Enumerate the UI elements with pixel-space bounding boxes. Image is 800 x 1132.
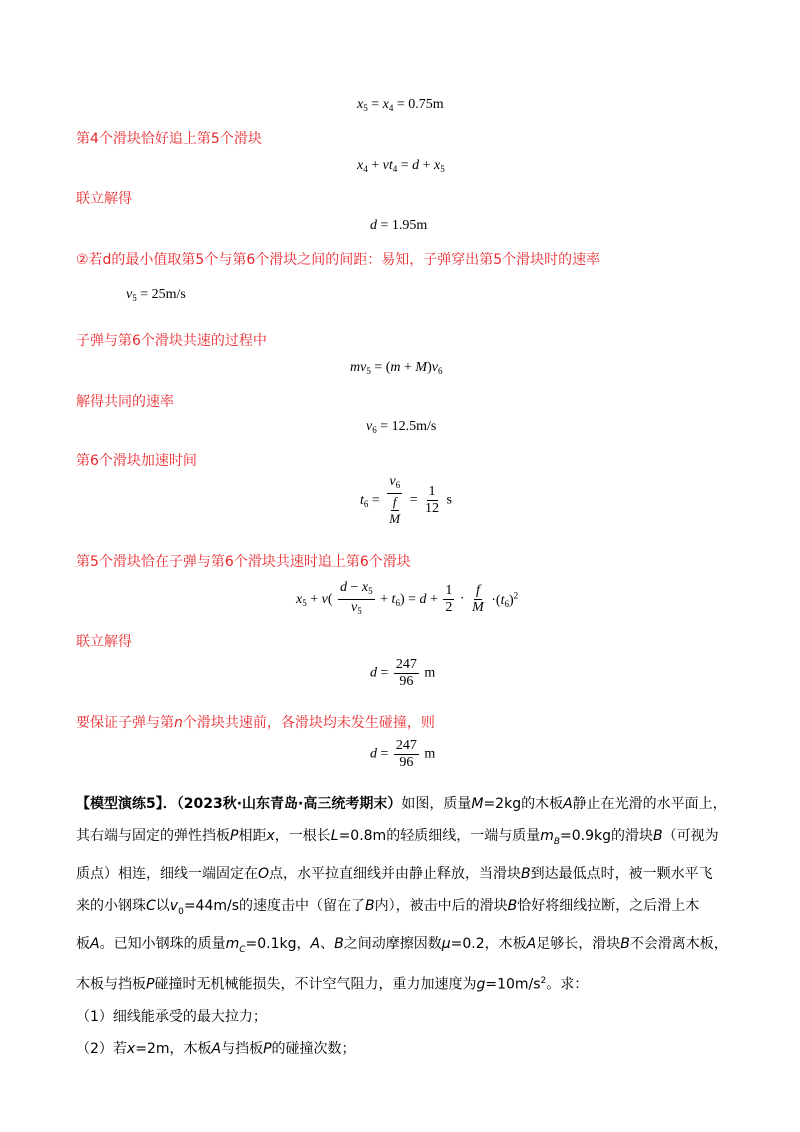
problem-line-4: 来的小钢珠C以$v_0=44m/s$的速度击中（留在了B内），被击中后的滑块B恰好将细线拉断，之后滑上木	[76, 897, 700, 917]
question-2: （2）若x=2m，木板A与挡板P的碰撞次数；	[76, 1041, 356, 1058]
equation-d-2: d = $\frac{247}{96}$ m	[370, 657, 436, 689]
solution-text-4: 子弹与第6个滑块共速的过程中	[76, 333, 267, 349]
solution-text-2: 联立解得	[76, 191, 132, 207]
solution-text-3: ②若d的最小值取第5个与第6个滑块之间的间距：易知，子弹穿出第5个滑块时的速率	[76, 252, 601, 268]
equation-d-1: d = 1.95m	[370, 218, 428, 233]
problem-line-6: 木板与挡板P碰撞时无机械能损失，不计空气阻力，重力加速度为$g=10m/s^2$。求：	[76, 976, 589, 994]
problem-line-2: 其右端与固定的弹性挡板P相距x，一根长L=0.8m的轻质细线，一端与质量$m_B=0.9kg$的滑块B（可视为	[76, 828, 719, 847]
equation-t6: $t_6$ = $\frac{v_6}{\frac{f}{M}}$ = $\frac{1}{12}$ s	[360, 474, 452, 526]
solution-text-1: 第4个滑块恰好追上第5个滑块	[76, 131, 262, 147]
solution-text-5: 解得共同的速率	[76, 394, 174, 410]
question-1: （1）细线能承受的最大拉力；	[76, 1009, 267, 1026]
problem-statement	[76, 788, 730, 1065]
solution-text-6: 第6个滑块加速时间	[76, 453, 197, 469]
equation-v6: $v_6 = 12.5m/s$	[366, 419, 437, 435]
equation-d-3: d = $\frac{247}{96}$ m	[370, 738, 436, 770]
equation-catch-up-4: $x_4 + vt_4 = d + x_5$	[357, 158, 445, 174]
equation-momentum: $mv_5 = (m + M)v_6$	[350, 360, 443, 376]
problem-source: （2023秋·山东青岛·高三统考期末）	[176, 796, 402, 812]
solution-text-9: 要保证子弹与第n个滑块共速前，各滑块均未发生碰撞，则	[76, 715, 435, 731]
equation-x5-x4: $x_5 = x_4 = 0.75m$	[357, 97, 444, 113]
equation-catch-up-5: $x_5 + v$( $\frac{d - x_5}{v_5}$ + $t_6) = d$ + $\frac{1}{2}$ · $\frac{f}{M}$ $\cdot(t_6)^2$	[296, 580, 519, 616]
problem-line-3: 质点）相连，细线一端固定在O点，水平拉直细线并由静止释放，当滑块B到达最低点时，被一颗水平飞	[76, 865, 713, 882]
solution-text-7: 第5个滑块恰在子弹与第6个滑块共速时追上第6个滑块	[76, 554, 411, 570]
solution-text-8: 联立解得	[76, 634, 132, 650]
problem-line-5: 板A。已知小钢珠的质量$m_C=0.1kg$，A、B之间动摩擦因数μ=0.2，木板A足够长，滑块B不会滑离木板，	[76, 935, 728, 955]
problem-tag: 【模型演练5】	[76, 796, 163, 812]
equation-v5: $v_5 = 25m/s$	[126, 287, 186, 303]
problem-line-1: 【模型演练5】．（2023秋·山东青岛·高三统考期末）如图，质量M=2kg的木板A静止在光滑的水平面上，	[76, 796, 727, 812]
